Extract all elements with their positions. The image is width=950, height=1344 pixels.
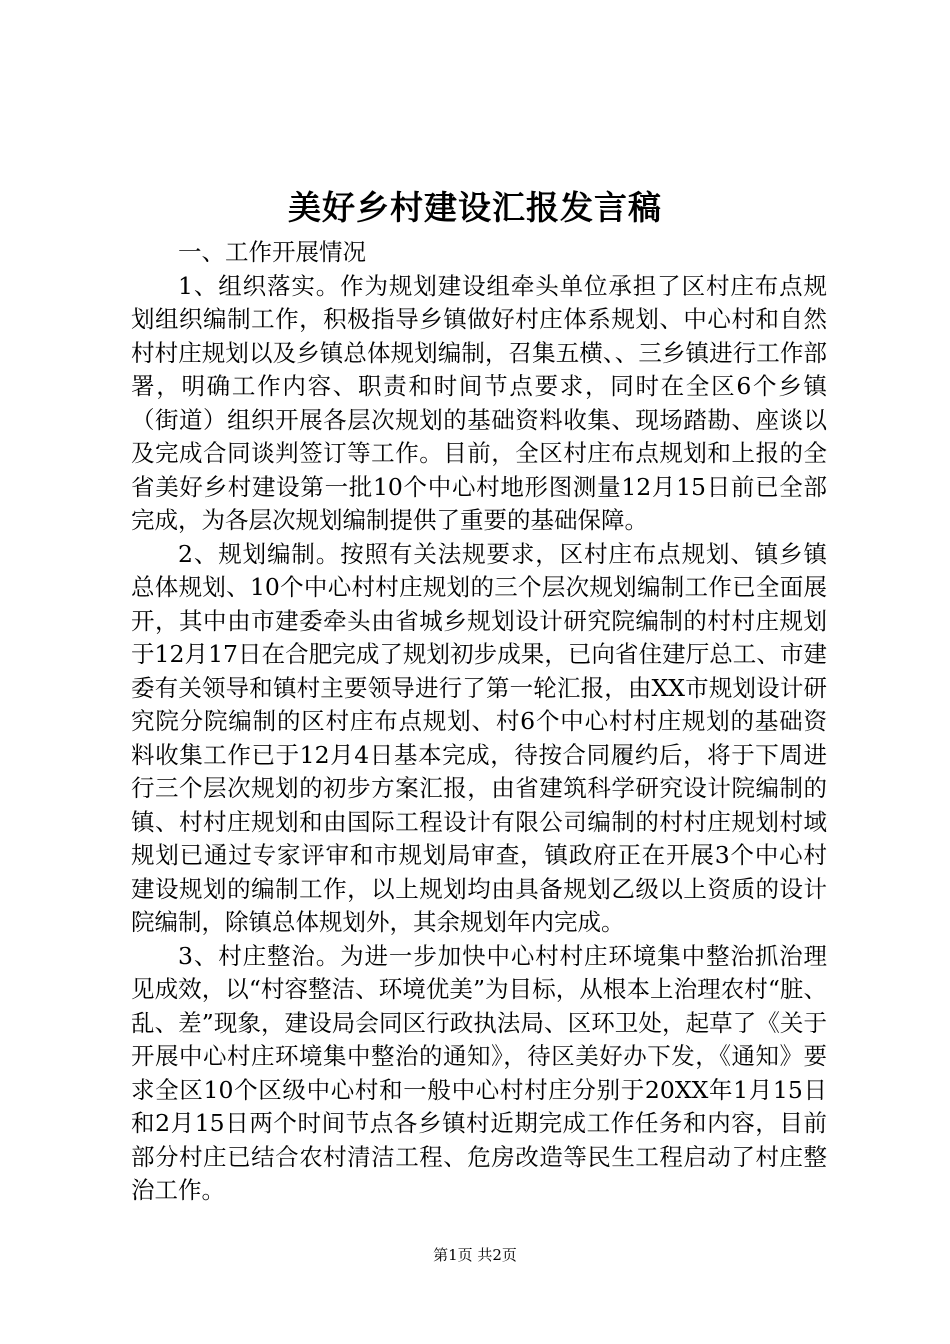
section-heading: 一、工作开展情况 bbox=[178, 238, 366, 266]
document-title: 美好乡村建设汇报发言稿 bbox=[288, 188, 662, 227]
paragraph-planning: 2、规划编制。按照有关法规要求，区村庄布点规划、镇乡镇总体规划、10个中心村村庄规划的三个层次规划编制工作已全面展开，其中由市建委牵头由省城乡规划设计研究院编制的村村庄规划于12月17日在合肥完成了规划初步成果，已向省住建厅总工、市建委有关领导和镇村主要领导进行了第一轮汇报，由XX市规划设计研究院分院编制的区村庄布点规划、村6个中心村村庄规划的基础资料收集工作已于12月4日基本完成，待按合同履约后，将于下周进行三个层次规划的初步方案汇报，由省建筑科学研究设计院编制的镇、村村庄规划和由国际工程设计有限公司编制的村村庄规划村域规划已通过专家评审和市规划局审查，镇政府正在开展3个中心村建设规划的编制工作，以上规划均由具备规划乙级以上资质的设计院编制，除镇总体规划外，其余规划年内完成。 bbox=[131, 539, 827, 936]
paragraph-village-renovation: 3、村庄整治。为进一步加快中心村村庄环境集中整治抓治理见成效，以“村容整洁、环境优美”为目标，从根本上治理农村“脏、乱、差”现象，建设局会同区行政执法局、区环卫处，起草了《关于开展中心村庄环境集中整治的通知》，待区美好办下发，《通知》要求全区10个区级中心村和一般中心村村庄分别于20XX年1月15日和2月15日两个时间节点各乡镇村近期完成工作任务和内容，目前部分村庄已结合农村清洁工程、危房改造等民生工程启动了村庄整治工作。 bbox=[131, 941, 827, 1204]
paragraph-organization: 1、组织落实。作为规划建设组牵头单位承担了区村庄布点规划组织编制工作，积极指导乡镇做好村庄体系规划、中心村和自然村村庄规划以及乡镇总体规划编制，召集五横、、三乡镇进行工作部署，明确工作内容、职责和时间节点要求，同时在全区6个乡镇（街道）组织开展各层次规划的基础资料收集、现场踏勘、座谈以及完成合同谈判签订等工作。目前，全区村庄布点规划和上报的全省美好乡村建设第一批10个中心村地形图测量12月15日前已全部完成，为各层次规划编制提供了重要的基础保障。 bbox=[131, 271, 827, 534]
document-body bbox=[131, 236, 827, 1208]
page-number-footer: 第1页 共2页 bbox=[433, 1246, 517, 1264]
